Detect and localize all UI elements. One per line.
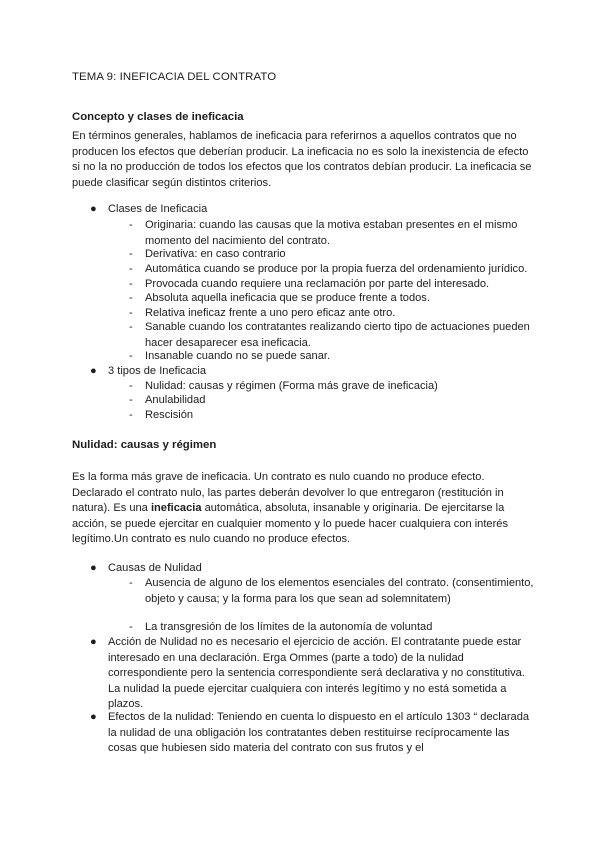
list-item: Derivativa: en caso contrario bbox=[145, 248, 286, 260]
list-item: Nulidad: causas y régimen (Forma más grave de ineficacia) bbox=[145, 380, 438, 392]
bullet-icon: ● bbox=[90, 203, 97, 215]
dash-icon: - bbox=[129, 380, 133, 392]
list-item: 3 tipos de Ineficacia bbox=[108, 365, 207, 377]
dash-icon: - bbox=[129, 248, 133, 260]
list-item: Acción de Nulidad no es necesario el ejercicio de acción. El contratante puede estar interesado en una declaración. Erga Ommes (parte a todo) de la nulidad correspondiente pero la sentencia correspondiente será declarativa y no constitutiva. La nulidad la puede ejercitar cualquiera con interés legítimo y no está sometida a plazos. bbox=[108, 636, 525, 711]
list-item: Originaria: cuando las causas que la motiva estaban presentes en el mismo momento del nacimiento del contrato. bbox=[145, 219, 518, 247]
list-item: La transgresión de los límites de la autonomía de voluntad bbox=[145, 621, 433, 633]
paragraph-concepto: En términos generales, hablamos de ineficacia para referirnos a aquellos contratos que no producen los efectos que deberían producir. La ineficacia no es solo la inexistencia de efecto si no la no producción de todos los efectos que los contratos debían producir. La ineficacia se puede clasificar según distintos criterios. bbox=[72, 130, 532, 189]
list-item: Ausencia de alguno de los elementos esenciales del contrato. (consentimiento, objeto y causa; y la forma para los que sean ad solemnitatem) bbox=[145, 577, 534, 605]
dash-icon: - bbox=[129, 621, 133, 633]
bullet-icon: ● bbox=[90, 365, 97, 377]
dash-icon: - bbox=[129, 307, 133, 319]
list-item: Provocada cuando requiere una reclamación por parte del interesado. bbox=[145, 278, 490, 290]
bullet-icon: ● bbox=[90, 711, 97, 723]
bold-term: ineficacia bbox=[150, 502, 202, 515]
list-item: Rescisión bbox=[145, 409, 194, 421]
dash-icon: - bbox=[129, 577, 133, 589]
dash-icon: - bbox=[129, 278, 133, 290]
dash-icon: - bbox=[129, 292, 133, 304]
dash-icon: - bbox=[129, 409, 133, 421]
list-item: Clases de Ineficacia bbox=[108, 203, 208, 215]
list-item: Automática cuando se produce por la propia fuerza del ordenamiento jurídico. bbox=[145, 263, 528, 275]
section-heading-concepto: Concepto y clases de ineficacia bbox=[72, 111, 244, 123]
document-title: TEMA 9: INEFICACIA DEL CONTRATO bbox=[72, 71, 277, 83]
paragraph-text: Es la forma más grave de ineficacia. Un contrato es nulo cuando no produce efecto. Declarado el contrato nulo, las partes deberán devolver lo que entregaron (restitución in natura). Es una bbox=[72, 471, 504, 515]
dash-icon: - bbox=[129, 394, 133, 406]
dash-icon: - bbox=[129, 263, 133, 275]
list-item: Anulabilidad bbox=[145, 394, 206, 406]
list-item: Absoluta aquella ineficacia que se produce frente a todos. bbox=[145, 292, 430, 304]
paragraph-text: automática, absoluta, insanable y originaria. De ejercitarse la acción, se puede ejercitar en cualquier momento y lo puede hacer cualquiera con interés legítimo.Un contrato es nulo cuando no produce efectos. bbox=[72, 502, 508, 546]
paragraph-nulidad bbox=[72, 470, 532, 548]
bullet-icon: ● bbox=[90, 636, 97, 648]
bullet-icon: ● bbox=[90, 562, 97, 574]
dash-icon: - bbox=[129, 350, 133, 362]
list-item: Causas de Nulidad bbox=[108, 562, 202, 574]
dash-icon: - bbox=[129, 219, 133, 231]
list-item: Insanable cuando no se puede sanar. bbox=[145, 350, 331, 362]
list-item: Sanable cuando los contratantes realizando cierto tipo de actuaciones pueden hacer desaparecer esa ineficacia. bbox=[145, 321, 530, 349]
list-item: Relativa ineficaz frente a uno pero eficaz ante otro. bbox=[145, 307, 396, 319]
section-heading-nulidad: Nulidad: causas y régimen bbox=[72, 439, 217, 451]
list-item: Efectos de la nulidad: Teniendo en cuenta lo dispuesto en el artículo 1303 “ declarada la nulidad de una obligación los contratantes deben restituirse recíprocamente las cosas que hubiesen sido materia del contrato con sus frutos y el bbox=[108, 711, 530, 755]
dash-icon: - bbox=[129, 321, 133, 333]
